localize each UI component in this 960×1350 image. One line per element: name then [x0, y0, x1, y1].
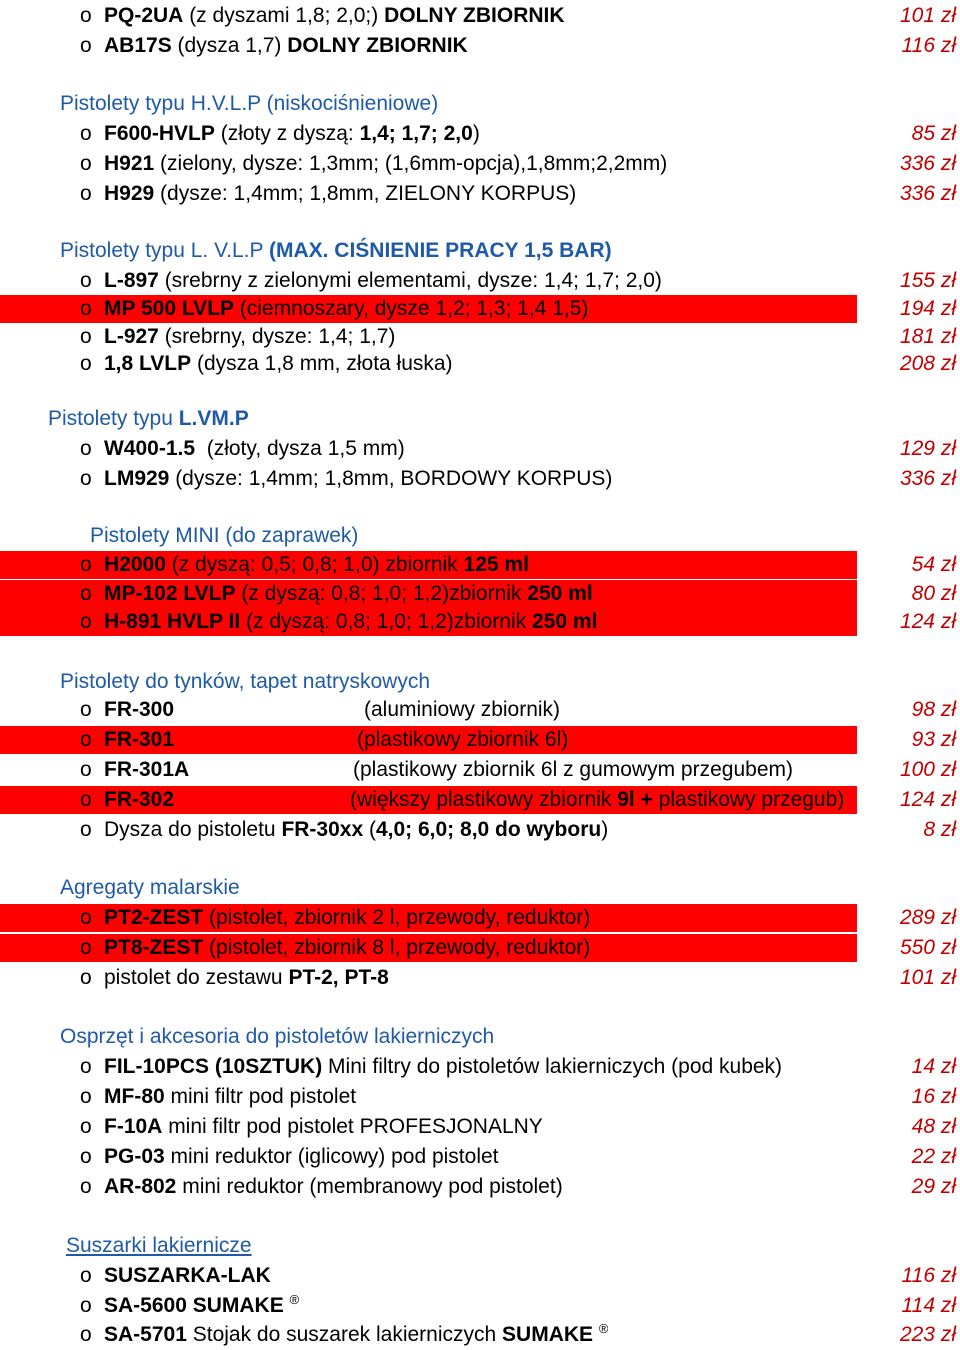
price: 129 zł	[899, 437, 956, 460]
bullet: o	[80, 1264, 92, 1287]
bullet: o	[80, 34, 92, 57]
product-desc: Dysza do pistoletu	[104, 818, 282, 841]
bullet: o	[80, 467, 92, 490]
registered-mark: ®	[289, 1292, 300, 1307]
bullet: o	[80, 818, 92, 841]
bullet: o	[80, 152, 92, 175]
desc-part: plastikowy przegub)	[658, 788, 845, 811]
product-code: AR-802	[104, 1175, 177, 1198]
product-desc: (złoty, dysza 1,5 mm)	[195, 437, 405, 460]
product-code: SA-5600 SUMAKE	[104, 1294, 284, 1317]
product-desc: (aluminiowy zbiornik)	[364, 698, 561, 721]
price: 289 zł	[899, 906, 956, 929]
bullet: o	[80, 352, 92, 375]
heading-emphasis: L.VM.P	[178, 407, 249, 430]
product-code: FR-300	[104, 698, 175, 721]
price: 80 zł	[911, 582, 956, 605]
product-desc: (	[363, 818, 376, 841]
bullet: o	[80, 788, 92, 811]
list-item	[0, 464, 960, 494]
product-desc: Stojak do suszarek lakierniczych	[186, 1323, 503, 1346]
product-code: H929	[104, 182, 155, 205]
product-desc: (złoty z dyszą:	[214, 122, 360, 145]
price: 8 zł	[923, 818, 956, 841]
product-note: DOLNY ZBIORNIK	[384, 4, 565, 27]
price: 54 zł	[911, 553, 956, 576]
heading-emphasis: (MAX. CIŚNIENIE PRACY 1,5 BAR)	[268, 239, 612, 262]
section-heading-agregaty: Agregaty malarskie	[60, 876, 240, 899]
price: 48 zł	[911, 1115, 956, 1138]
list-item	[0, 1, 960, 31]
list-item-highlighted	[0, 294, 960, 324]
list-item	[0, 1082, 960, 1112]
product-desc: (pistolet, zbiornik 2 l, przewody, reduktor)	[203, 906, 591, 929]
bullet: o	[80, 1175, 92, 1198]
product-code: MF-80	[104, 1085, 165, 1108]
section-heading-lvmp	[48, 404, 249, 434]
price: 550 zł	[899, 936, 956, 959]
price: 100 zł	[899, 758, 956, 781]
list-item	[0, 179, 960, 209]
product-code: F600-HVLP	[104, 122, 215, 145]
list-item	[0, 755, 960, 785]
product-code: MP 500 LVLP	[104, 297, 234, 320]
list-item	[0, 266, 960, 296]
product-desc: (srebrny z zielonymi elementami, dysze: 1,4; 1,7; 2,0)	[158, 269, 662, 292]
product-desc: (dysze: 1,4mm; 1,8mm, BORDOWY KORPUS)	[169, 467, 613, 490]
list-item	[0, 31, 960, 61]
product-desc: Mini filtry do pistoletów lakierniczych (pod kubek)	[322, 1055, 783, 1078]
bullet: o	[80, 553, 92, 576]
heading-text: Pistolety typu L. V.L.P	[60, 239, 269, 262]
price: 116 zł	[901, 1264, 956, 1287]
product-desc: (z dyszą: 0,8; 1,0; 1,2)zbiornik	[240, 610, 532, 633]
price: 114 zł	[901, 1294, 956, 1317]
product-desc: mini reduktor (iglicowy) pod pistolet	[164, 1145, 499, 1168]
price: 124 zł	[899, 610, 956, 633]
product-note: 250 ml	[527, 582, 593, 605]
product-desc: (z dyszą: 0,8; 1,0; 1,2)zbiornik	[235, 582, 528, 605]
list-item	[0, 695, 960, 725]
price: 336 zł	[899, 182, 956, 205]
product-code: FR-301	[104, 728, 175, 751]
product-desc	[350, 785, 856, 815]
product-code: MP-102 LVLP	[104, 582, 236, 605]
list-item-highlighted	[0, 933, 960, 963]
bullet: o	[80, 122, 92, 145]
product-note: 4,0; 6,0; 8,0 do wyboru	[375, 818, 602, 841]
bullet: o	[80, 1055, 92, 1078]
product-desc: (plastikowy zbiornik 6l z gumowym przegubem)	[353, 758, 793, 781]
list-item	[0, 1172, 960, 1202]
bullet: o	[80, 582, 92, 605]
product-desc: (dysza 1,7)	[171, 34, 288, 57]
price: 93 zł	[911, 728, 956, 751]
product-code: PG-03	[104, 1145, 165, 1168]
desc-plus: +	[634, 788, 659, 811]
product-desc: (dysze: 1,4mm; 1,8mm, ZIELONY KORPUS)	[154, 182, 577, 205]
list-item	[0, 434, 960, 464]
section-heading-tynki: Pistolety do tynków, tapet natryskowych	[60, 670, 431, 693]
list-item	[0, 1291, 960, 1321]
list-item	[0, 349, 960, 379]
product-desc: (z dyszą: 0,5; 0,8; 1,0) zbiornik	[165, 553, 464, 576]
heading-text: Pistolety typu	[48, 407, 179, 430]
price: 124 zł	[899, 788, 956, 811]
price: 181 zł	[899, 325, 956, 348]
list-item	[0, 1112, 960, 1142]
product-code: H921	[104, 152, 155, 175]
desc-part: (większy plastikowy zbiornik	[350, 788, 618, 811]
product-desc: pistolet do zestawu	[104, 966, 289, 989]
section-heading-osprzet: Osprzęt i akcesoria do pistoletów lakierniczych	[60, 1025, 495, 1048]
list-item	[0, 1261, 960, 1291]
product-code: F-10A	[104, 1115, 163, 1138]
product-code: PT2-ZEST	[104, 906, 204, 929]
list-item	[0, 815, 960, 845]
bullet: o	[80, 936, 92, 959]
price: 194 zł	[899, 297, 956, 320]
bullet: o	[80, 1085, 92, 1108]
product-note: 1,4; 1,7; 2,0	[359, 122, 473, 145]
bullet: o	[80, 325, 92, 348]
bullet: o	[80, 966, 92, 989]
product-desc: (plastikowy zbiornik 6l)	[357, 728, 569, 751]
price: 14 zł	[911, 1055, 956, 1078]
list-item	[0, 119, 960, 149]
price: 155 zł	[899, 269, 956, 292]
product-code: FR-302	[104, 788, 175, 811]
product-code: PT-2, PT-8	[288, 966, 389, 989]
product-desc-end: )	[601, 818, 609, 841]
product-code: SUSZARKA-LAK	[104, 1264, 271, 1287]
product-desc: (ciemnoszary, dysze 1,2; 1,3; 1,4 1,5)	[233, 297, 589, 320]
product-code: L-927	[104, 325, 159, 348]
list-item-highlighted	[0, 607, 960, 637]
price: 85 zł	[911, 122, 956, 145]
bullet: o	[80, 1323, 92, 1346]
product-code: PQ-2UA	[104, 4, 184, 27]
product-desc: mini reduktor (membranowy pod pistolet)	[176, 1175, 563, 1198]
product-code: H2000	[104, 553, 166, 576]
bullet: o	[80, 728, 92, 751]
price: 98 zł	[911, 698, 956, 721]
product-desc: (dysza 1,8 mm, złota łuska)	[191, 352, 453, 375]
list-item-highlighted	[0, 903, 960, 933]
list-item	[0, 963, 960, 993]
product-code: H-891 HVLP II	[104, 610, 241, 633]
price: 29 zł	[911, 1175, 956, 1198]
product-note: 125 ml	[463, 553, 529, 576]
product-code: LM929	[104, 467, 170, 490]
list-item	[0, 1320, 960, 1350]
product-desc: mini filtr pod pistolet	[164, 1085, 357, 1108]
bullet: o	[80, 698, 92, 721]
list-item-highlighted	[0, 550, 960, 580]
bullet: o	[80, 1115, 92, 1138]
product-desc: mini filtr pod pistolet PROFESJONALNY	[162, 1115, 543, 1138]
list-item	[0, 149, 960, 179]
product-note: DOLNY ZBIORNIK	[287, 34, 468, 57]
section-heading-suszarki[interactable]: Suszarki lakiernicze	[66, 1234, 252, 1257]
price: 16 zł	[911, 1085, 956, 1108]
price: 22 zł	[911, 1145, 956, 1168]
product-desc: (zielony, dysze: 1,3mm; (1,6mm-opcja),1,8mm;2,2mm)	[154, 152, 668, 175]
bullet: o	[80, 269, 92, 292]
product-code: L-897	[104, 269, 159, 292]
desc-emphasis: 9l	[617, 788, 635, 811]
product-desc: (srebrny, dysze: 1,4; 1,7)	[158, 325, 396, 348]
product-code: SA-5701	[104, 1323, 187, 1346]
product-desc-end: )	[472, 122, 480, 145]
list-item-highlighted	[0, 579, 960, 609]
price: 208 zł	[899, 352, 956, 375]
product-code: W400-1.5	[104, 437, 196, 460]
price: 336 zł	[899, 152, 956, 175]
section-heading-hvlp: Pistolety typu H.V.L.P (niskociśnieniowe)	[60, 92, 439, 115]
price: 116 zł	[901, 34, 956, 57]
bullet: o	[80, 182, 92, 205]
product-code: FR-30xx	[281, 818, 364, 841]
product-code: 1,8 LVLP	[104, 352, 192, 375]
bullet: o	[80, 906, 92, 929]
price: 101 zł	[899, 4, 956, 27]
product-note: SUMAKE	[502, 1323, 594, 1346]
list-item-highlighted	[0, 725, 960, 755]
bullet: o	[80, 610, 92, 633]
registered-mark: ®	[598, 1321, 609, 1336]
product-code: PT8-ZEST	[104, 936, 204, 959]
product-desc: (pistolet, zbiornik 8 l, przewody, reduktor)	[203, 936, 591, 959]
list-item-highlighted	[0, 785, 960, 815]
bullet: o	[80, 1294, 92, 1317]
product-code: AB17S	[104, 34, 172, 57]
section-heading-mini: Pistolety MINI (do zaprawek)	[90, 524, 359, 547]
bullet: o	[80, 758, 92, 781]
product-code: FIL-10PCS (10SZTUK)	[104, 1055, 323, 1078]
product-desc: (z dyszami 1,8; 2,0;)	[183, 4, 385, 27]
price: 101 zł	[899, 966, 956, 989]
list-item	[0, 1052, 960, 1082]
list-item	[0, 322, 960, 352]
bullet: o	[80, 4, 92, 27]
price: 223 zł	[899, 1323, 956, 1346]
product-note: 250 ml	[531, 610, 598, 633]
price: 336 zł	[899, 467, 956, 490]
bullet: o	[80, 297, 92, 320]
list-item	[0, 1142, 960, 1172]
bullet: o	[80, 437, 92, 460]
bullet: o	[80, 1145, 92, 1168]
product-code: FR-301A	[104, 758, 190, 781]
section-heading-lvlp	[60, 236, 612, 266]
